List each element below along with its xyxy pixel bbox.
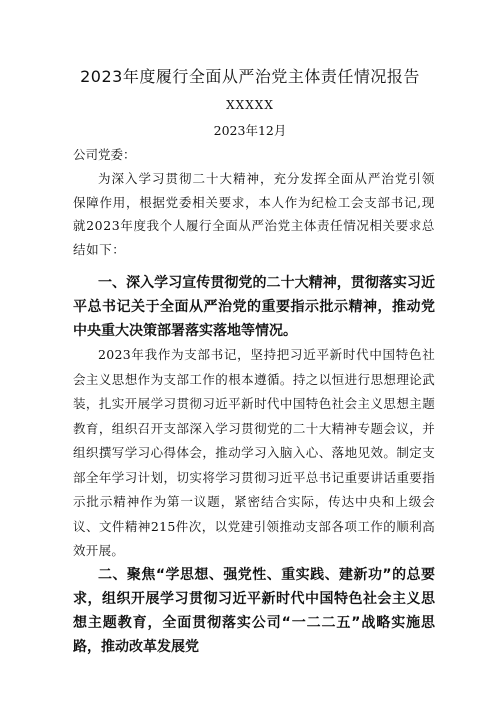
intro-paragraph: 为深入学习贯彻二十大精神，充分发挥全面从严治党引领保障作用，根据党委相关要求，本人作为纪检工会支部书记,现就2023年度我个人履行全面从严治党主体责任情况相关要求总结如下： [73,171,435,257]
report-date: 2023年12月 [213,123,287,138]
document-title: 2023年度履行全面从严治党主体责任情况报告 [80,67,420,86]
salutation: 公司党委： [73,147,136,162]
author-name: XXXXX [226,98,274,112]
section-1-heading: 一、深入学习宣传贯彻党的二十大精神，贯彻落实习近平总书记关于全面从严治党的重要指示批示精神，推动党中央重大决策部署落实落地等情况。 [73,275,435,339]
section-2-heading: 二、聚焦“学思想、强党性、重实践、建新功”的总要求，组织开展学习贯彻习近平新时代中国特色社会主义思想主题教育，全面贯彻落实公司“一二二五”战略实施思路，推动改革发展党 [73,567,435,655]
section-1-paragraph: 2023年我作为支部书记，坚持把习近平新时代中国特色社会主义思想作为支部工作的根本遵循。持之以恒进行思想理论武装，扎实开展学习贯彻习近平新时代中国特色社会主义思想主题教育，组织召开支部深入学习贯彻党的二十大精神专题会议，并组织撰写学习心得体会，推动学习入脑入心、落地见效。制定支部全年学习计划，切实将学习贯彻习近平总书记重要讲话重要指示批示精神作为第一议题，紧密结合实际，传达中央和上级会议、文件精神215件次，以党建引领推动支部各项工作的顺利高效开展。 [73,347,435,558]
